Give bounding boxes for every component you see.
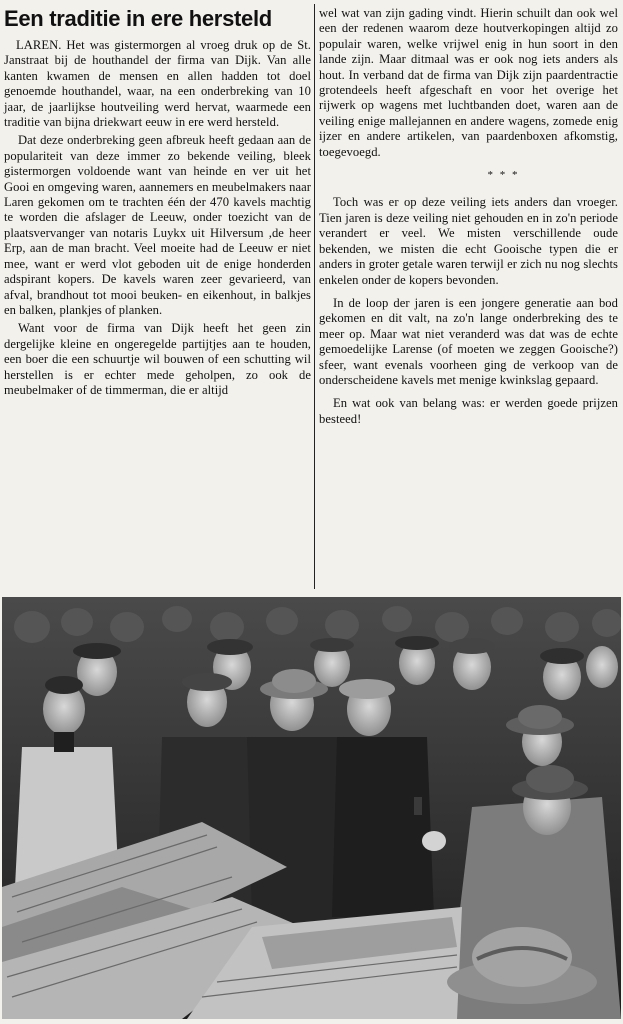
article-paragraph: Toch was er op deze veiling iets anders dan vroeger. Tien jaren is deze veiling niet gehouden en in zo'n periode verandert er veel. We misten verschillende oude bekenden, we misten die echt Gooische typen die er anders in groter getale waren terwijl er zich nu nog slechts enkelen onder de kopers bevonden. [319, 195, 618, 287]
column-divider [314, 4, 315, 589]
article-paragraph: Dat deze onderbreking geen afbreuk heeft gedaan aan de populariteit van deze immer zo bekende veiling, bleek gistermorgen voldoende want van heinde en ver uit het Gooi en omgeving waren, aannemers en meubelmakers naar Laren gekomen om te trachten één der 470 kavels machtig te worden die afslager de Leeuw, onder toezicht van de plaatsvervanger van notaris Luykx uit Hilversum ,de heer Erp, aan de man bracht. Veel moeite had de Leeuw er niet mee, want er werd vlot geboden uit de enige honderden adspirant kopers. De kavels waren zeer gevarieerd, van afval, brandhout tot mooi beuken- en eikenhout, in balkjes en balken, plankjes of planken. [4, 133, 311, 317]
article-right-column [319, 6, 618, 427]
article-paragraph: In de loop der jaren is een jongere generatie aan bod gekomen en dit valt, na zo'n lange onderbreking des te meer op. Maar wat niet veranderd was dat was de echte gemoedelijke Larense (of moeten we zeggen Gooische?) sfeer, want evenals voorheen ging de verkoop van de onderscheidene kavels met menige kwinkslag gepaard. [319, 295, 618, 387]
photo-illustration [2, 597, 621, 1019]
article-paragraph: wel wat van zijn gading vindt. Hierin schuilt dan ook wel een der redenen waarom deze houtverkopingen altijd zo populair waren, welke vrijwel enig in hun soort in den lande zijn. Maar ditmaal was er ook nog iets anders als hout. In verband dat de firma van Dijk zijn paardentractie grotendeels heeft afgeschaft en voor het overige het rijwerk op wagens met luchtbanden doet, waren aan de veiling enige mallejannen en andere wagens, zomede enig ijzer en andere artikelen, van paardenboxen afkomstig, toegevoegd. [319, 6, 618, 159]
article-paragraph: En wat ook van belang was: er werden goede prijzen besteed! [319, 396, 618, 426]
article-left-column [4, 6, 311, 398]
auction-crowd-photo [2, 597, 621, 1019]
article-headline: Een traditie in ere hersteld [4, 6, 272, 31]
article-paragraph: LAREN. Het was gistermorgen al vroeg druk op de St. Janstraat bij de houthandel der firma van Dijk. Van alle kanten kwamen de mensen en allen hadden tot doel genoemde houthandel, waar, na een onderbreking van 10 jaar, de jaarlijkse houtveiling werd hervat, waarmede een traditie van bijna driekwart eeuw in ere werd hersteld. [4, 38, 311, 130]
article-paragraph: Want voor de firma van Dijk heeft het geen zin dergelijke kleine en ongeregelde partijtjes aan te houden, een boer die een schuurtje wil bouwen of een schutting wil herstellen is er echter mede geholpen, zo ook de meubelmaker of de timmerman, die er altijd [4, 321, 311, 397]
section-separator: * * * [487, 169, 520, 182]
